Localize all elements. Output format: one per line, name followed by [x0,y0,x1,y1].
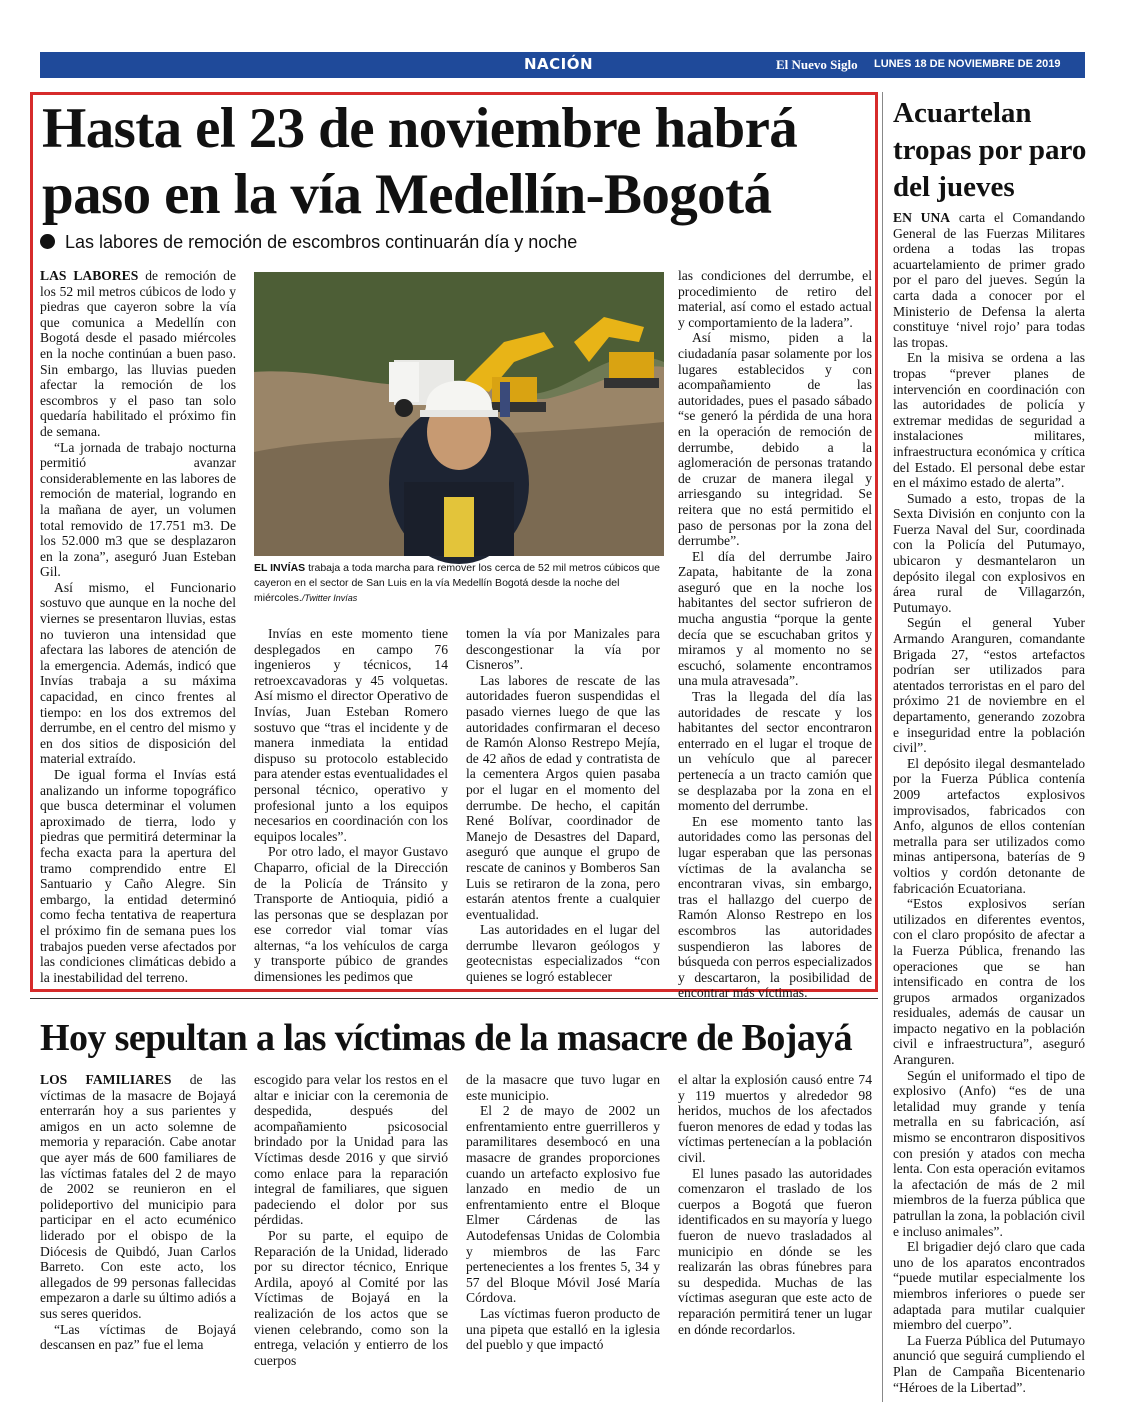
second-column-1 [40,1072,236,1354]
issue-date: LUNES 18 DE NOVIEMBRE DE 2019 [874,58,1061,70]
main-column-1 [40,268,236,983]
paragraph: Las víctimas fueron producto de una pipeta que estalló en la iglesia del pueblo y que impactó [466,1305,660,1353]
main-subhead [40,232,870,253]
main-column-2 [254,626,448,983]
bullet-icon [40,234,55,249]
lead-word: LAS LABORES [40,268,139,283]
paragraph: El depósito ilegal desmantelado por la Fuerza Pública contenía 2009 artefactos explosivos improvisados, fabricados con Anfo, algunos de ellos contenían metralla para ser utilizados como minas antipersona, baterías de 9 voltios y cordón detonante de fabricación Ecuatoriana. [893,755,1085,896]
paragraph: las condiciones del derrumbe, el procedimiento de retiro del material, así como el estado actual y comportamiento de la ladera”. [678,268,872,330]
paragraph: Por su parte, el equipo de Reparación de la Unidad, liderado por su director técnico, Enrique Ardila, apoyó al Comité por las Víctimas de Bojayá en la realización de los actos que se vienen celebrando, como son la entrega, velación y entierro de los cuerpos [254,1227,448,1368]
second-column-4 [678,1072,872,1354]
lead-word: LOS FAMILIARES [40,1072,172,1087]
newspaper-logo: El Nuevo Siglo [776,57,858,72]
subhead-text: Las labores de remoción de escombros continuarán día y noche [65,232,578,252]
paragraph: el altar la explosión causó entre 74 y 119 muertos y alrededor 98 heridos, muchos de los afectados fueron menores de edad y todas las víctimas pertenecían a la población civil. [678,1072,872,1165]
main-column-3 [466,626,660,983]
caption-lead: EL INVÍAS [254,562,306,574]
lead-paragraph [40,1072,236,1322]
paragraph: Las labores de rescate de las autoridades fueron suspendidas el pasado viernes luego de que las autoridades confirmaran el deceso de Ramón Alonso Restrepo Mejía, de 42 años de edad y contratista de la cementera Argos quien pasaba por el lugar en el momento del derrumbe. De hecho, el capitán René Bolívar, coordinador de Manejo de Desastres del Dapard, aseguró que aunque el grupo de rescate de caninos y Bomberos San Luis se retiraron de la zona, pero estarán atentos frente a cualquier eventualidad. [466,672,660,922]
paragraph: De igual forma el Invías está analizando un informe topográfico que busca determinar el volumen aproximado de tierra, lodo y piedras que permitirá determinar la fecha exacta para la apertura del tramo comprendido entre El Santuario y Caño Alegre. Sin embargo, la entidad determinó como fecha tentativa de reapertura el próximo fin de semana pues los trabajos pueden verse afectados por las condiciones climáticas debido a la inestabilidad del terreno. [40,767,236,985]
lead-paragraph [893,210,1085,350]
photo-caption [254,561,664,606]
paragraph: Las autoridades en el lugar del derrumbe llevaron geólogos y geotecnistas especializados “con quienes se logró establecer [466,922,660,985]
lead-text: carta el Comandando General de las Fuerzas Militares ordena a todas las tropas acuartelamiento de primer grado por el paro del jueves. Según la carta dada a conocer por el Ministerio de Defensa la alerta constituye ‘nivel rojo’ para todas las tropas. [893,210,1085,350]
story-divider [30,998,878,999]
paragraph: Tras la llegada del día las autoridades de rescate y los habitantes del sector encontraron enterrado en el lugar el troque de un vehículo que al parecer pertenecía a un tracto camión que se desplazaba por la zona en el momento del derrumbe. [678,689,872,814]
paragraph: escogido para velar los restos en el altar e iniciar con la ceremonia de despedida, después del acompañamiento psicosocial brindado por la Unidad para las Víctimas desde 2016 y que sirvió como enlace para la reparación integral de familiares, que siguen padeciendo el dolor por sus pérdidas. [254,1072,448,1228]
paragraph: Sumado a esto, tropas de la Sexta División en conjunto con la Fuerza Naval del Sur, coordinada con la Policía del Putumayo, ubicaron y desmantelaron un depósito ilegal con explosivos en área rural de Villagarzón, Putumayo. [893,490,1085,615]
landslide-photo-illustration [254,272,664,556]
paragraph: Invías en este momento tiene desplegados en campo 76 ingenieros y técnicos, 14 retroexcavadoras y 45 volquetas. Así mismo el director Operativo de Invías, Juan Esteban Romero sostuvo que “tras el incidente y de manera inmediata la entidad dispuso su protocolo establecido para atender estas eventualidades el personal técnico, operativo y profesional junto a los equipos necesarios en coordinación con los equipos locales”. [254,626,448,844]
paragraph: La Fuerza Pública del Putumayo anunció que seguirá cumpliendo el Plan de Campaña Bicentenario “Héroes de la Libertad”. [893,1332,1085,1395]
paragraph: “Las víctimas de Bojayá descansen en paz” fue el lema [40,1321,236,1353]
lead-paragraph [40,268,236,440]
sidebar-divider [882,92,883,1402]
lead-text: de las víctimas de la masacre de Bojayá enterrarán hoy a sus parientes y amigos en un acto solemne de memoria y reparación. Cabe anotar que ayer más de 600 familiares de las víctimas fatales del 2 de mayo de 2002 se reunieron en el polideportivo del municipio para participar en el acto ecuménico liderado por el obispo de la Diócesis de Quibdó, Juan Carlos Barreto. Con este acto, los allegados de 99 personas fallecidas empezaron a darle su último adiós a sus seres queridos. [40,1072,236,1321]
paragraph: Según el uniformado el tipo de explosivo (Anfo) “es de una letalidad muy grande y tenía metralla en su fabricación, así mismo se encontraron dispositivos con presión y atados con mecha lenta. Con esta operación evitamos la afectación de más de 2 mil miembros de la fuerza pública que patrullan la zona, la población civil e incluso animales”. [893,1067,1085,1239]
paragraph: El brigadier dejó claro que cada uno de los aparatos encontrados “puede mutilar especialmente los miembros inferiores o puede ser adaptada para mutilar cualquier miembro del cuerpo”. [893,1239,1085,1333]
paragraph: “Estos explosivos serían utilizados en diferentes eventos, con el claro propósito de afectar a la Fuerza Pública, frenando las operaciones que se han intensificado en contra de los grupos armados organizados residuales, además de causar un impacto negativo en la población civil e infraestructura”, aseguró Aranguren. [893,896,1085,1068]
paragraph: En ese momento tanto las autoridades como las personas del lugar esperaban que las personas víctimas de la avalancha se encontraran vivas, sin embargo, tras el hallazgo del cuerpo de Ramón Alonso Restrepo en los escombros las autoridades suspendieron las labores de búsqueda con perros especializados y descartaron, la posibilidad de encontrar más víctimas. [678,813,872,1001]
news-photo [254,272,664,556]
section-title: NACIÓN [524,55,594,73]
paragraph: tomen la vía por Manizales para descongestionar la vía por Cisneros”. [466,626,660,673]
sidebar-column [893,210,1085,1395]
paragraph: El lunes pasado las autoridades comenzaron el traslado de los cuerpos a Bogotá que fueron identificados en su mayoría y luego fueron de nuevo trasladados al municipio en dónde se les realizarán las obras fúnebres para su despedida. Muchas de las víctimas aseguran que este acto de reparación permitirá tener un lugar en dónde recordarlos. [678,1165,872,1337]
caption-text: trabaja a toda marcha para remover los cerca de 52 mil metros cúbicos que cayeron en el sector de San Luis en la vía Medellín Bogotá desde la noche del miércoles. [254,562,660,604]
main-column-4 [678,268,872,1001]
paragraph: “La jornada de trabajo nocturna permitió avanzar considerablemente en las labores de remoción de material, logrando en la mañana de ayer, un volumen total removido de 17.751 m3. De los 52.000 m3 que se desplazaron en la zona”, aseguró Juan Esteban Gil. [40,439,236,580]
photo-credit: /Twitter Invías [301,593,358,603]
paragraph: El día del derrumbe Jairo Zapata, habitante de la zona aseguró que en la noche los habitantes del sector sufrieron de mucha angustia “porque la gente decía que se escuchaban gritos y miramos y al momento no se escuchó, solamente encontramos una mula atravesada”. [678,548,872,689]
lead-text: de remoción de los 52 mil metros cúbicos de lodo y piedras que cayeron sobre la vía que comunica a Medellín con Bogotá desde el pasado miércoles en la noche continúan a buen paso. Sin embargo, las lluvias pueden afectar la remoción de los escombros y el paso tan solo quedaría habilitado el próximo fin de semana. [40,268,236,439]
paragraph: El 2 de mayo de 2002 un enfrentamiento entre guerrilleros y paramilitares desembocó en una masacre de grandes proporciones cuando un artefacto explosivo fue lanzado en medio de un enfrentamiento entre el Bloque Elmer Cárdenas de las Autodefensas Unidas de Colombia y miembros de las Farc pertenecientes a los frentes 5, 34 y 57 del Bloque Móvil José María Córdova. [466,1103,660,1306]
paragraph: Así mismo, piden a la ciudadanía pasar solamente por los lugares establecidos y con acompañamiento de las autoridades, pues el pasado sábado “se generó la pérdida de una hora en la operación de remoción de derrumbe, debido a la aglomeración de personas tratando de cruzar de manera ilegal y arriesgando su integridad. Se reitera que no está permitido el paso de personas por la zona del derrumbe”. [678,330,872,549]
paragraph: Así mismo, el Funcionario sostuvo que aunque en la noche del viernes se presentaron lluvias, estas no tuvieron una intensidad que afectara las labores de atención de la emergencia. Además, indicó que Invías trabaja a su máxima capacidad, en cinco frentes al tiempo: en los dos extremos del derrumbe, en el centro del mismo y en dos sitios de disposición del material extraído. [40,579,236,767]
sidebar-headline: Acuartelan tropas por paro del jueves [893,97,1087,203]
lead-word: EN UNA [893,210,951,225]
paragraph: Por otro lado, el mayor Gustavo Chaparro, oficial de la Dirección de la Policía de Tránsito y Transporte de Antioquia, pidió a las personas que se desplazan por ese corredor vial tomar vías alternas, “a los vehículos de carga y transporte púbico de grandes dimensiones les pedimos que [254,844,448,985]
second-column-3 [466,1072,660,1354]
paragraph: de la masacre que tuvo lugar en este municipio. [466,1072,660,1103]
second-headline: Hoy sepultan a las víctimas de la masacre de Bojayá [40,1017,853,1059]
second-column-2 [254,1072,448,1368]
paragraph: Según el general Yuber Armando Aranguren, comandante Brigada 27, “estos artefactos podrían ser utilizados para atentados terroristas en el paro del próximo 21 de noviembre en el departamento, generando zozobra e inseguridad entre la población civil”. [893,615,1085,756]
main-headline: Hasta el 23 de noviembre habrá paso en la vía Medellín-Bogotá [42,97,798,226]
paragraph: En la misiva se ordena a las tropas “prever planes de intervención en coordinación con las autoridades de policía y extremar medidas de seguridad a instalaciones militares, infraestructura económica y crítica del Estado. El personal debe estar en el máximo estado de alerta”. [893,350,1085,491]
page-number: 9B [1095,54,1117,73]
section-header-bar [40,52,1117,78]
